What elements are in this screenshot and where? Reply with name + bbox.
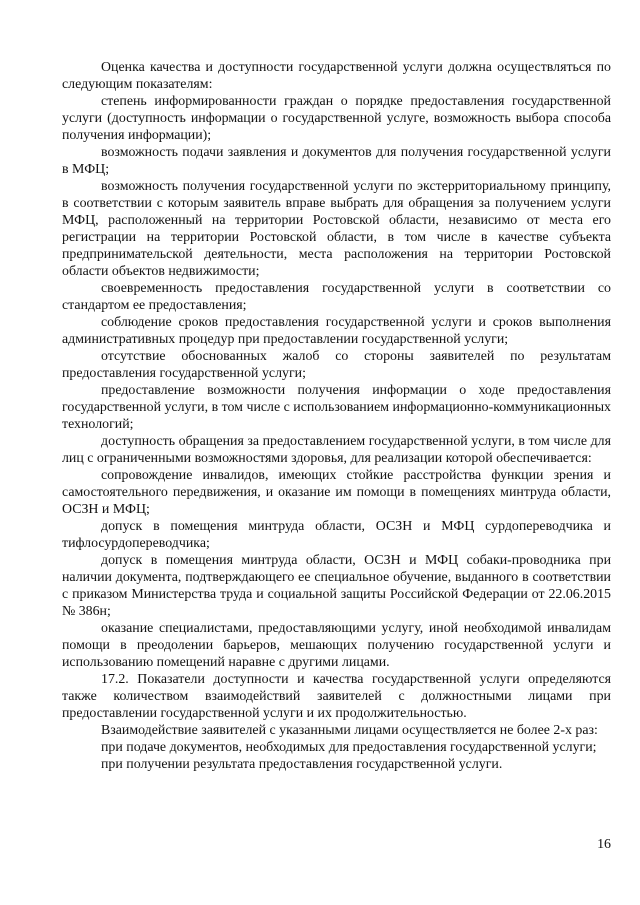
paragraph-escort: сопровождение инвалидов, имеющих стойкие расстройства функции зрения и самостоятельного передвижения, и оказание им помощи в помещениях минтруда области, ОСЗН и МФЦ; (62, 468, 611, 517)
paragraph-guide-dog: допуск в помещения минтруда области, ОСЗН и МФЦ собаки-проводника при наличии документа, подтверждающего ее специальное обучение, выданного в соответствии с приказом Министерства труда и социальной защиты Российской Федерации от 22.06.2015 № 386н; (62, 553, 611, 619)
paragraph-extraterritorial: возможность получения государственной услуги по экстерриториальному принципу, в соответствии с которым заявитель вправе выбрать для обращения за получением услуги МФЦ, расположенный на территории Ростовской области, независимо от места его регистрации на территории Ростовской области, в том числе в качестве субъекта предпринимательской деятельности, места расположения на территории Ростовской области объектов недвижимости; (62, 179, 611, 279)
paragraph-mfc-submission: возможность подачи заявления и документов для получения государственной услуги в МФЦ; (62, 145, 611, 177)
paragraph-deadlines: соблюдение сроков предоставления государственной услуги и сроков выполнения административных процедур при предоставлении государственной услуги; (62, 315, 611, 347)
paragraph-timeliness: своевременность предоставления государственной услуги в соответствии со стандартом ее предоставления; (62, 281, 611, 313)
paragraph-informedness: степень информированности граждан о порядке предоставления государственной услуги (доступность информации о государственной услуге, возможность выбора способа получения информации); (62, 94, 611, 143)
paragraph-progress-info: предоставление возможности получения информации о ходе предоставления государственной услуги, в том числе с использованием информационно-коммуникационных технологий; (62, 383, 611, 432)
paragraph-interaction-count: Взаимодействие заявителей с указанными лицами осуществляется не более 2-х раз: (101, 723, 598, 738)
paragraph-no-complaints: отсутствие обоснованных жалоб со стороны заявителей по результатам предоставления государственной услуги; (62, 349, 611, 381)
paragraph-on-result: при получении результата предоставления государственной услуги. (101, 757, 503, 772)
page-number: 16 (597, 837, 611, 852)
document-body (62, 59, 611, 773)
paragraph-accessibility: доступность обращения за предоставлением государственной услуги, в том числе для лиц с ограниченными возможностями здоровья, для реализации которой обеспечивается: (62, 434, 611, 466)
paragraph-quality-indicators-intro: Оценка качества и доступности государственной услуги должна осуществляться по следующим показателям: (62, 60, 611, 92)
paragraph-sign-interpreter: допуск в помещения минтруда области, ОСЗН и МФЦ сурдопереводчика и тифлосурдопереводчика; (62, 519, 611, 551)
paragraph-assistance: оказание специалистами, предоставляющими услугу, иной необходимой инвалидам помощи в преодолении барьеров, мешающих получению государственной услуги и использованию помещений наравне с другими лицами. (62, 621, 611, 670)
paragraph-section-17-2: 17.2. Показатели доступности и качества государственной услуги определяются также количеством взаимодействий заявителей с должностными лицами при предоставлении государственной услуги и их продолжительностью. (62, 672, 611, 721)
paragraph-on-submission: при подаче документов, необходимых для предоставления государственной услуги; (101, 740, 597, 755)
